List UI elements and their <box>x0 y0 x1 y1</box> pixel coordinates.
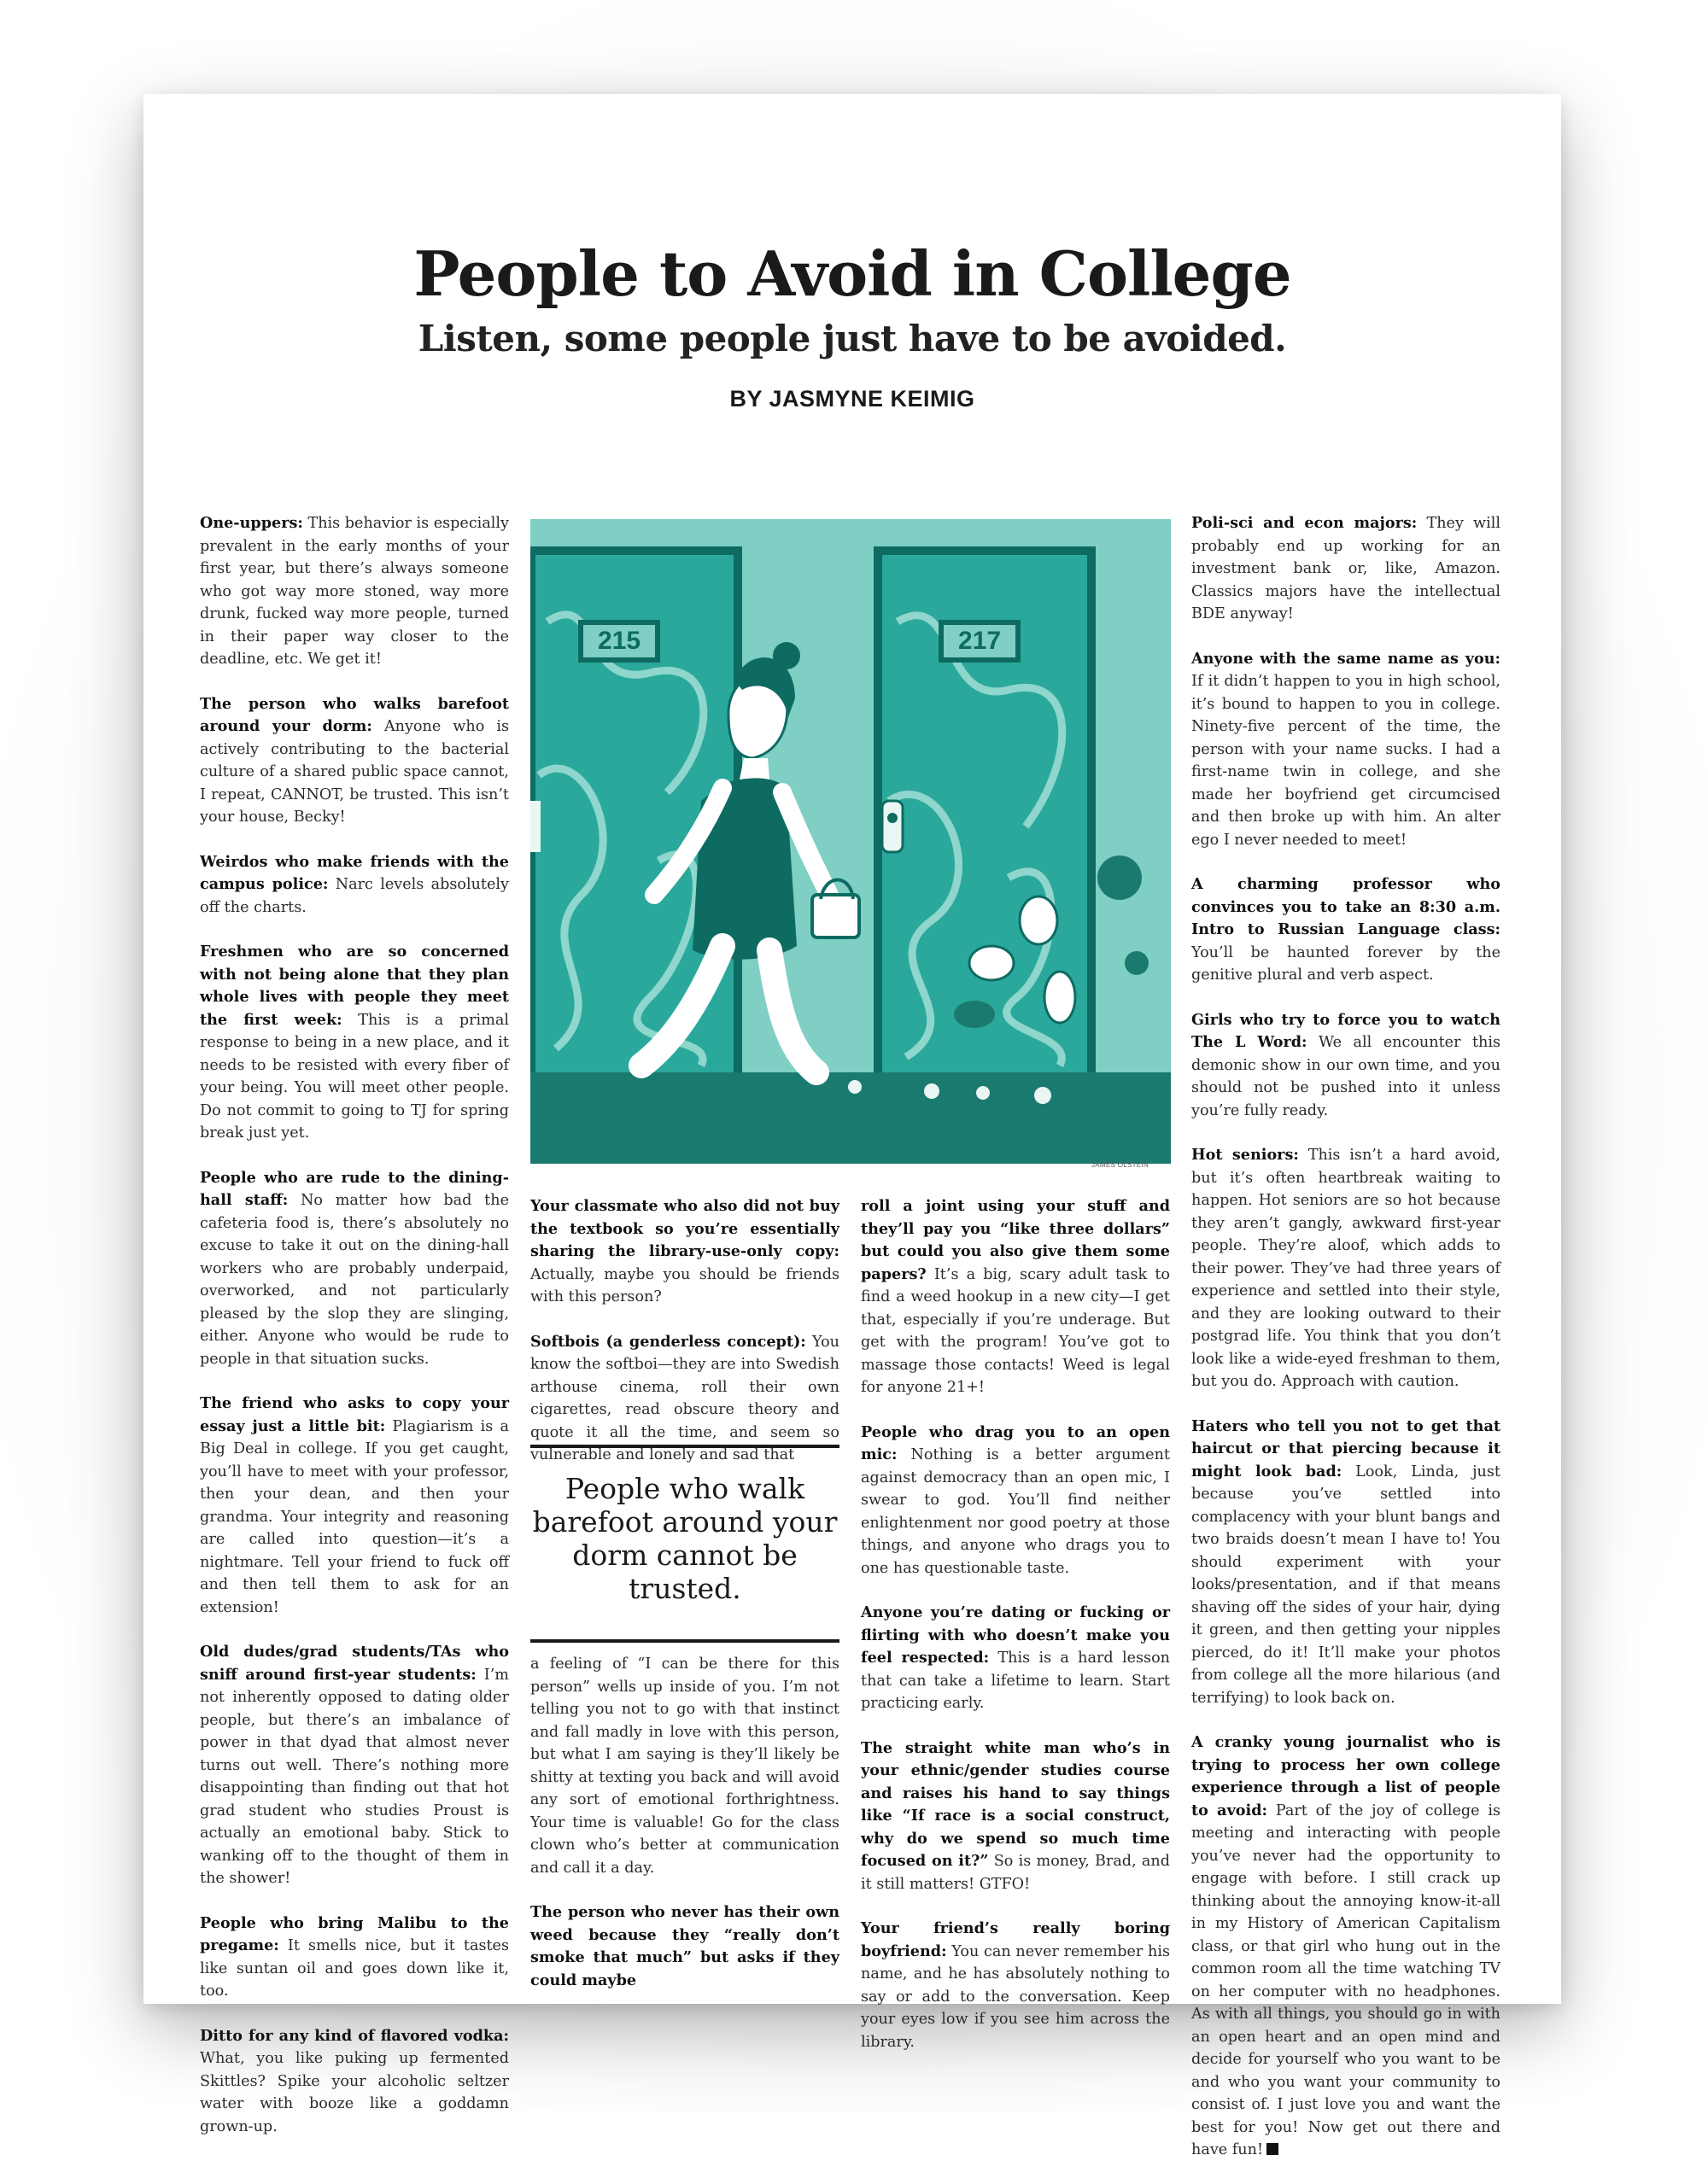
paragraph-body: You can never remember his name, and he has absolutely nothing to say or add to the conversation. Keep your eyes low if you see him across the library. <box>861 1942 1170 2051</box>
paragraph-body: Part of the joy of college is meeting and interacting with people you’ve never had the opportunity to engage with before. I still crack up thinking about the annoying know-it-all in my History of American Capitalism class, or that girl who hung out in the common room all the time watching TV on her computer with no headphones. As with all things, you should go in with an open heart and an open mind and decide for yourself who you want to be and who you want your community to consist of. I just love you and want the best for you! Now get out there and have fun! <box>1191 1802 1500 2158</box>
paragraph <box>200 851 509 920</box>
paragraph-body: We all encounter this demonic show in our own time, and you should not be pushed into it unless you’re fully ready. <box>1191 1034 1500 1119</box>
paragraph <box>200 941 509 1145</box>
paragraph-heading: Ditto for any kind of flavored vodka: <box>200 2026 509 2045</box>
paragraph-heading: Freshmen who are so concerned with not being alone that they plan whole lives with people they meet the first week: <box>200 943 509 1029</box>
text-column-4 <box>1191 512 1500 2184</box>
paragraph-heading: Poli-sci and econ majors: <box>1191 514 1418 532</box>
paragraph-body: I’m not inherently opposed to dating older people, but there’s an imbalance of power in that dyad that almost never turns out well. There’s nothing more disappointing than finding out that hot grad student who studies Proust is actually an emotional baby. Stick to wanking off to the thought of them in the shower! <box>200 1666 509 1887</box>
paragraph-heading: A charming professor who convinces you to take an 8:30 a.m. Intro to Russian Language class: <box>1191 875 1500 938</box>
paragraph <box>200 1167 509 1371</box>
paragraph <box>1191 512 1500 626</box>
article-subtitle: Listen, some people just have to be avoided. <box>418 318 1287 359</box>
door-number-217: 217 <box>957 627 1002 655</box>
paragraph <box>861 1737 1170 1896</box>
paragraph-body: They will probably end up working for an investment bank or, like, Amazon. Classics majors have the intellectual BDE anyway! <box>1191 515 1500 622</box>
paragraph-heading: Old dudes/grad students/TAs who sniff around first-year students: <box>200 1643 509 1684</box>
text-column-2-bottom <box>530 1653 839 2014</box>
paragraph-heading: Your classmate who also did not buy the textbook so you’re essentially sharing the library-use-only copy: <box>530 1197 839 1260</box>
paragraph-heading: Your friend’s really boring boyfriend: <box>861 1919 1170 1960</box>
paragraph-body: This behavior is especially prevalent in the early months of your first year, but there’s always someone who got way more stoned, way more drunk, fucked way more people, turned in their paper way closer to the deadline, etc. We get it! <box>200 515 509 668</box>
paragraph-heading: Softbois (a genderless concept): <box>530 1332 806 1351</box>
pull-quote <box>530 1445 839 1643</box>
paragraph-body: What, you like puking up fermented Skittles? Spike your alcoholic seltzer water with booze like a goddamn grown-up. <box>200 2050 509 2135</box>
end-mark-icon <box>1266 2143 1278 2155</box>
text-column-3 <box>861 1195 1170 2076</box>
paragraph <box>200 693 509 829</box>
paragraph <box>1191 648 1500 852</box>
paragraph-heading: Anyone with the same name as you: <box>1191 649 1500 668</box>
illustration-credit: JAMES OLSTEIN <box>1091 1161 1149 1169</box>
paragraph-heading: Weirdos who make friends with the campus police: <box>200 852 509 893</box>
paragraph-body: No matter how bad the cafeteria food is, there’s absolutely no excuse to take it out on the dining-hall workers who are probably underpaid, overworked, and not particularly pleased by the slop they are slinging, either. Anyone who would be rude to people in that situation sucks. <box>200 1192 509 1368</box>
paragraph-body: You’ll be haunted forever by the genitive plural and verb aspect. <box>1191 943 1500 984</box>
paragraph-heading: People who drag you to an open mic: <box>861 1422 1170 1463</box>
pull-quote-text: People who walk barefoot around your dorm cannot be trusted. <box>532 1472 838 1605</box>
paragraph-body: a feeling of “I can be there for this person” wells up inside of you. I’m not telling you not to go with that instinct and fall madly in love with this person, but what I am saying is they’ll likely be shitty at texting you back and will avoid any sort of emotional forthrightness. Your time is valuable! Go for the class clown who’s better at communication and call it a day. <box>530 1656 839 1877</box>
dorm-hallway-illustration <box>530 519 1171 1164</box>
paragraph-heading: The person who walks barefoot around your dorm: <box>200 694 509 735</box>
paragraph-body: So is money, Brad, and it still matters! GTFO! <box>861 1853 1170 1893</box>
paragraph-body: Nothing is a better argument against democracy than an open mic, I swear to god. You’ll find neither enlightenment nor good poetry at those things, and anyone who drags you to one has questionable taste. <box>861 1446 1170 1577</box>
paragraph-heading: roll a joint using your stuff and they’ll pay you “like three dollars” but could you also give them some papers? <box>861 1197 1170 1283</box>
paragraph-heading: The person who never has their own weed because they “really don’t smoke that much” but asks if they could maybe <box>530 1903 839 1989</box>
paragraph <box>530 1195 839 1309</box>
paragraph <box>1191 1416 1500 1710</box>
magazine-page <box>143 94 1561 2158</box>
paragraph <box>530 1901 839 1992</box>
paragraph-heading: One-uppers: <box>200 514 303 532</box>
paragraph <box>200 1912 509 2003</box>
paragraph-body: This is a primal response to being in a new place, and it needs to be resisted with every fiber of your being. You will meet other people. Do not commit to going to TJ for spring break just yet. <box>200 1011 509 1142</box>
paragraph-body: It smells nice, but it tastes like suntan oil and goes down like it, too. <box>200 1937 509 2000</box>
paragraph-body: It’s a big, scary adult task to find a weed hookup in a new city—I get that, especially if you’re underage. But get with the program! You’ve got to massage those contacts! Weed is legal for anyone 21+! <box>861 1265 1170 1396</box>
paragraph <box>861 1918 1170 2053</box>
paragraph <box>530 1653 839 1879</box>
paragraph-body: Plagiarism is a Big Deal in college. If you get caught, you’ll have to meet with your professor, then your dean, and then your grandma. Your integrity and reasoning are called into question—it’s a nightmare. Tell your friend to fuck off and then tell them to ask for an extension! <box>200 1417 509 1616</box>
paragraph-heading: The friend who asks to copy your essay just a little bit: <box>200 1394 509 1435</box>
paragraph <box>200 1393 509 1619</box>
paragraph <box>200 512 509 671</box>
paragraph <box>1191 1144 1500 1393</box>
article-title: People to Avoid in College <box>413 237 1291 310</box>
paragraph-body: Actually, maybe you should be friends with this person? <box>530 1265 839 1305</box>
paragraph-heading: Haters who tell you not to get that haircut or that piercing because it might look bad: <box>1191 1416 1500 1480</box>
paragraph-body: If it didn’t happen to you in high school, it’s bound to happen to you in college. Ninety-five percent of the time, the person with your name sucks. I had a first-name twin in college, and she made her boyfriend get circumcised and then broke up with him. An alter ego I never needed to meet! <box>1191 673 1500 849</box>
paragraph-body: Anyone who is actively contributing to the bacterial culture of a shared public space cannot, I repeat, CANNOT, be trusted. This isn’t your house, Becky! <box>200 718 509 826</box>
paragraph-heading: Anyone you’re dating or fucking or flirting with who doesn’t make you feel respected: <box>861 1603 1170 1667</box>
paragraph-heading: People who are rude to the dining-hall staff: <box>200 1168 509 1209</box>
paragraph-heading: Hot seniors: <box>1191 1146 1299 1164</box>
paragraph-body: You know the softboi—they are into Swedish arthouse cinema, roll their own cigarettes, read obscure theory and quote it all the time, and seem so vulnerable and lonely and sad that <box>530 1333 839 1463</box>
paragraph <box>200 2025 509 2139</box>
paragraph-heading: The straight white man who’s in your ethnic/gender studies course and raises his hand to say things like “If race is a social construct, why do we spend so much time focused on it?” <box>861 1738 1170 1870</box>
door-number-215: 215 <box>597 627 641 655</box>
paragraph-body: This is a hard lesson that can take a lifetime to learn. Start practicing early. <box>861 1650 1170 1712</box>
paragraph-heading: A cranky young journalist who is trying to process her own college experience through a list of people to avoid: <box>1191 1733 1500 1819</box>
text-column-1 <box>200 512 509 2160</box>
article-byline: BY JASMYNE KEIMIG <box>729 386 975 412</box>
paragraph-heading: Girls who try to force you to watch The L Word: <box>1191 1010 1500 1051</box>
paragraph <box>1191 1731 1500 2162</box>
paragraph <box>200 1641 509 1890</box>
paragraph-body: This isn’t a hard avoid, but it’s often heartbreak waiting to happen. Hot seniors are so hot because they aren’t gangly, awkward first-year people. They’re aloof, which adds to their power. They’ve had three years of experience and settled into their style, and they are looking outward to their postgrad life. You think that you don’t look like a wide-eyed freshman to them, but you do. Approach with caution. <box>1191 1147 1500 1390</box>
paragraph <box>861 1422 1170 1580</box>
paragraph <box>1191 873 1500 987</box>
paragraph-body: Narc levels absolutely off the charts. <box>200 876 509 916</box>
paragraph-body: Look, Linda, just because you’ve settled into complacency with your blunt bangs and two braids doesn’t mean I have to! You should experiment with your looks/presentation, and if that means shaving off the sides of your hair, dying it green, and then getting your nipples pierced, do it! It’ll make your photos from college all the more hilarious (and terrifying) to look back on. <box>1191 1463 1500 1707</box>
paragraph <box>861 1195 1170 1399</box>
paragraph <box>861 1602 1170 1715</box>
paragraph-heading: People who bring Malibu to the pregame: <box>200 1913 509 1954</box>
paragraph <box>1191 1009 1500 1123</box>
